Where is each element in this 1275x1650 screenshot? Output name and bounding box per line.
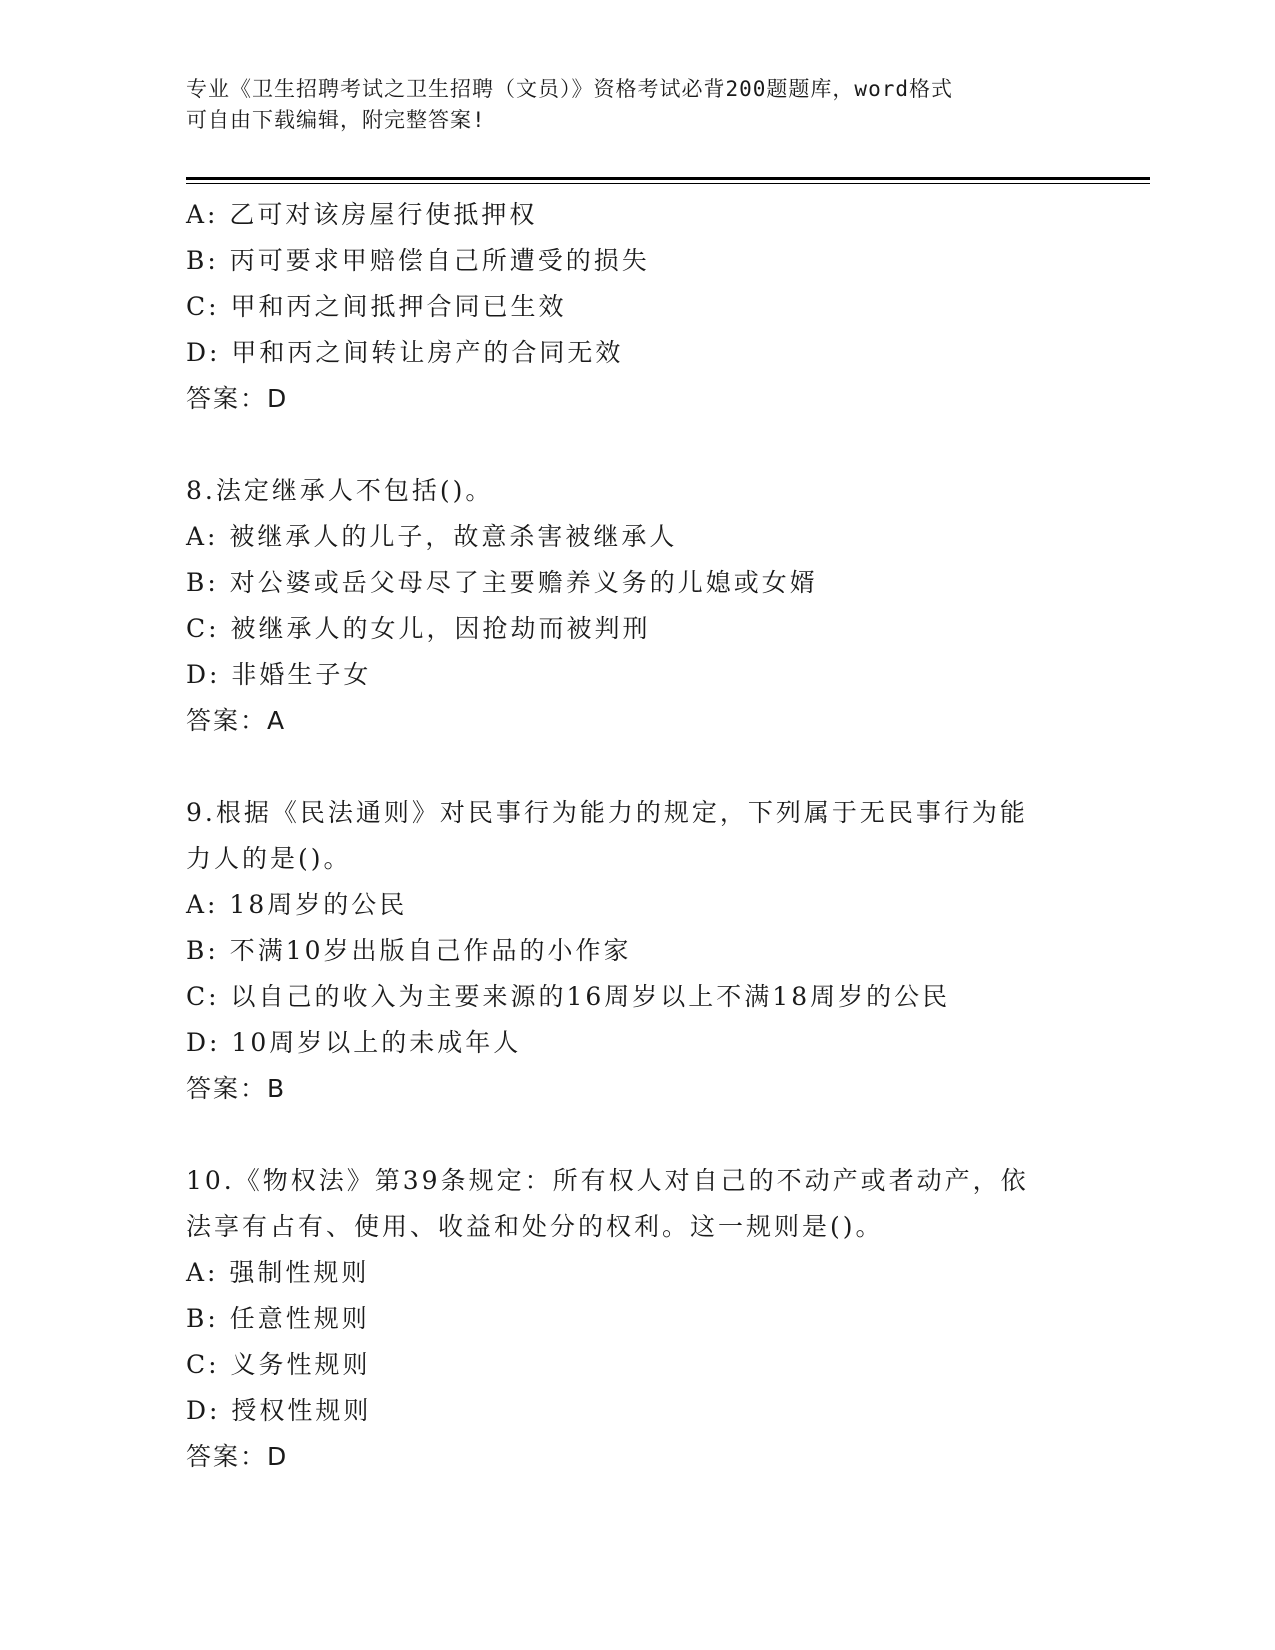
option-c: C: 被继承人的女儿，因抢劫而被判刑 bbox=[186, 614, 651, 643]
answer-line: 答案：B bbox=[186, 1074, 287, 1103]
option-b: B: 不满10岁出版自己作品的小作家 bbox=[186, 936, 632, 965]
option-a: A: 18周岁的公民 bbox=[186, 890, 408, 919]
option-d: D: 10周岁以上的未成年人 bbox=[186, 1028, 522, 1057]
option-d: D: 非婚生子女 bbox=[186, 660, 372, 689]
option-b: B: 对公婆或岳父母尽了主要赡养义务的儿媳或女婿 bbox=[186, 568, 818, 597]
option-a: A: 强制性规则 bbox=[186, 1258, 370, 1287]
option-b: B: 任意性规则 bbox=[186, 1304, 370, 1333]
answer-line: 答案：A bbox=[186, 706, 287, 735]
question-block-9 bbox=[186, 790, 1150, 1112]
question-text: 9.根据《民法通则》对民事行为能力的规定，下列属于无民事行为能 bbox=[186, 798, 1028, 827]
question-block-7 bbox=[186, 192, 1150, 422]
question-text: 10.《物权法》第39条规定：所有权人对自己的不动产或者动产，依 bbox=[186, 1166, 1029, 1195]
spacer bbox=[186, 744, 1150, 790]
question-block-8 bbox=[186, 468, 1150, 744]
option-d: D: 授权性规则 bbox=[186, 1396, 372, 1425]
option-b: B: 丙可要求甲赔偿自己所遭受的损失 bbox=[186, 246, 650, 275]
header-line-1: 专业《卫生招聘考试之卫生招聘（文员）》资格考试必背200题题库，word格式 bbox=[186, 77, 953, 101]
document-header bbox=[186, 74, 1066, 136]
question-block-10 bbox=[186, 1158, 1150, 1480]
option-c: C: 以自己的收入为主要来源的16周岁以上不满18周岁的公民 bbox=[186, 982, 951, 1011]
answer-line: 答案：D bbox=[186, 384, 289, 413]
option-c: C: 甲和丙之间抵押合同已生效 bbox=[186, 292, 567, 321]
question-text: 法享有占有、使用、收益和处分的权利。这一规则是()。 bbox=[186, 1212, 884, 1241]
option-a: A: 被继承人的儿子，故意杀害被继承人 bbox=[186, 522, 678, 551]
spacer bbox=[186, 422, 1150, 468]
option-c: C: 义务性规则 bbox=[186, 1350, 371, 1379]
header-rule-thin bbox=[186, 183, 1150, 184]
answer-line: 答案：D bbox=[186, 1442, 289, 1471]
question-list bbox=[186, 192, 1150, 1480]
option-a: A: 乙可对该房屋行使抵押权 bbox=[186, 200, 538, 229]
header-rule-thick bbox=[186, 177, 1150, 180]
option-d: D: 甲和丙之间转让房产的合同无效 bbox=[186, 338, 624, 367]
header-line-2: 可自由下载编辑，附完整答案! bbox=[186, 108, 486, 132]
question-text: 8.法定继承人不包括()。 bbox=[186, 476, 494, 505]
question-text: 力人的是()。 bbox=[186, 844, 352, 873]
spacer bbox=[186, 1112, 1150, 1158]
